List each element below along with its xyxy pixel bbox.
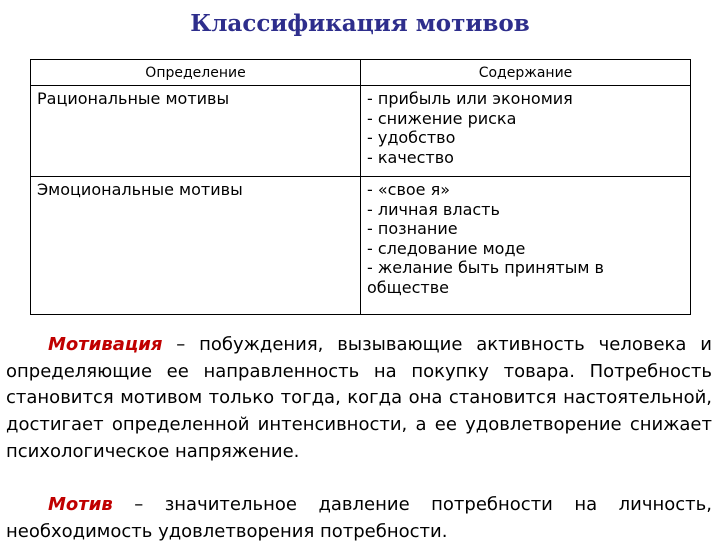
table-row (31, 86, 691, 177)
motives-table (30, 59, 691, 315)
definition-cell: Рациональные мотивы (31, 86, 361, 177)
motive-definition: – значительное давление потребности на личность, необходимость удовлетворения потребности. (6, 494, 712, 542)
table-header-row (31, 60, 691, 86)
content-item: - следование моде (367, 238, 526, 258)
column-header-definition: Определение (31, 60, 361, 86)
motivation-definition: – побуждения, вызывающие активность человека и определяющие ее направленность на покупку товара. Потребность становится мотивом только тогда, когда она становится настоятельной, достигает определенной интенсивности, а ее удовлетворение снижает психологическое напряжение. (6, 334, 712, 462)
content-item: - познание (367, 219, 458, 238)
content-item: - личная власть (367, 199, 500, 219)
content-cell (361, 177, 691, 315)
term-motivation: Мотивация (48, 334, 163, 355)
content-item: - качество (367, 147, 454, 167)
page-title: Классификация мотивов (190, 10, 530, 37)
term-motive: Мотив (48, 494, 113, 515)
table-row (31, 177, 691, 315)
content-item: - желание быть принятым в обществе (367, 258, 604, 297)
column-header-content: Содержание (361, 60, 691, 86)
content-item: - удобство (367, 128, 456, 147)
motive-paragraph (6, 492, 712, 545)
definition-cell: Эмоциональные мотивы (31, 177, 361, 315)
content-item: - снижение риска (367, 108, 517, 128)
content-item: - «свое я» (367, 180, 451, 199)
content-cell (361, 86, 691, 177)
motivation-paragraph (6, 332, 712, 466)
content-item: - прибыль или экономия (367, 89, 573, 108)
